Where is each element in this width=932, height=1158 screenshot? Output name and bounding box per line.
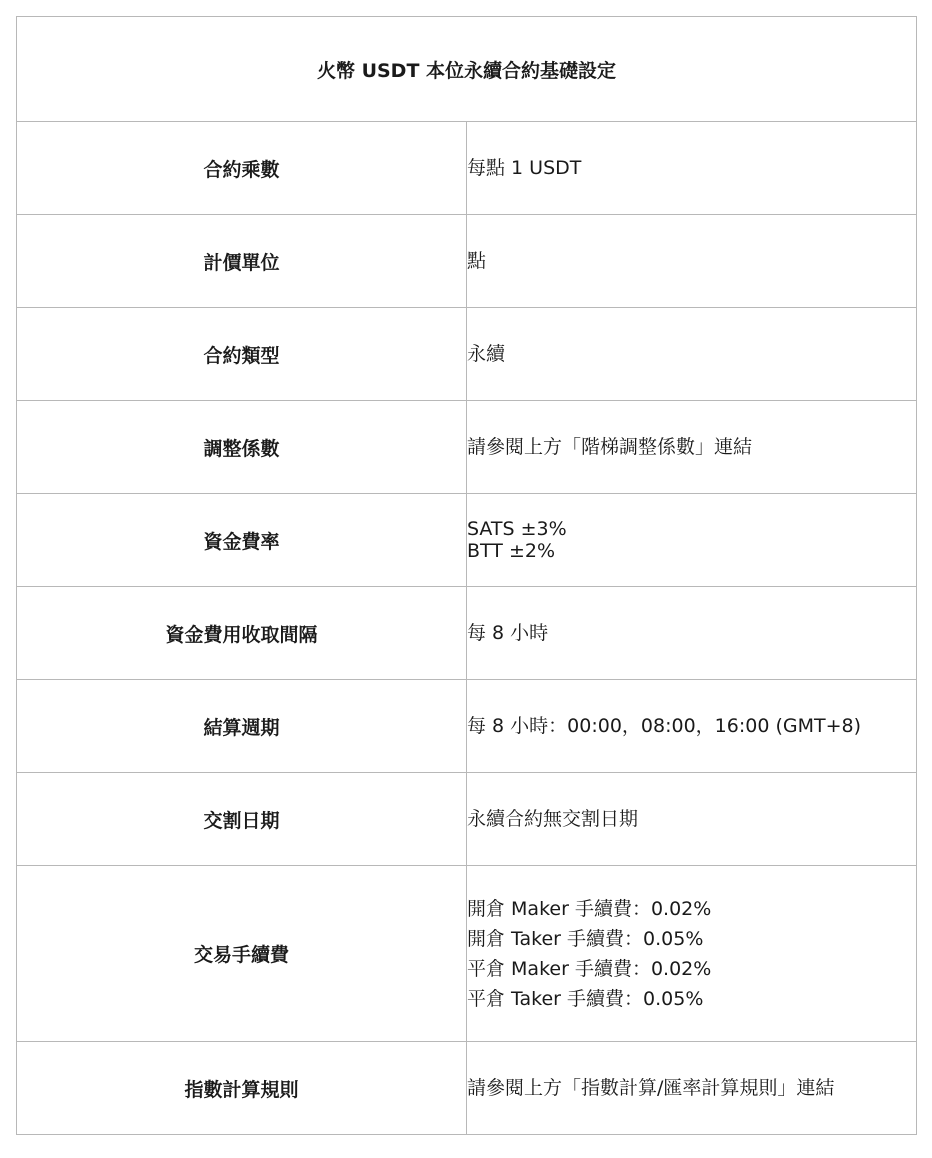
row-value-index-rule	[467, 1042, 917, 1135]
row-label-funding-interval: 資金費用收取間隔	[17, 587, 467, 680]
value-line: 請參閱上方「指數計算/匯率計算規則」連結	[467, 1077, 835, 1099]
value-line: 每點 1 USDT	[467, 157, 582, 179]
value-line: BTT ±2%	[467, 540, 556, 562]
table-row	[17, 680, 917, 773]
row-value-funding-interval	[467, 587, 917, 680]
row-value-trading-fee	[467, 866, 917, 1042]
row-label-quote-unit: 計價單位	[17, 215, 467, 308]
row-label-trading-fee: 交易手續費	[17, 866, 467, 1042]
value-line: 平倉 Taker 手續費：0.05%	[467, 987, 704, 1010]
row-label-funding-rate: 資金費率	[17, 494, 467, 587]
row-value-funding-rate	[467, 494, 917, 587]
row-value-adjustment-factor	[467, 401, 917, 494]
value-line: 永續	[467, 343, 506, 365]
value-line: 請參閱上方「階梯調整係數」連結	[467, 436, 753, 458]
row-label-contract-multiplier: 合約乘數	[17, 122, 467, 215]
row-label-delivery-date: 交割日期	[17, 773, 467, 866]
value-line: 永續合約無交割日期	[467, 808, 639, 830]
row-value-contract-type	[467, 308, 917, 401]
value-line: SATS ±3%	[467, 518, 567, 540]
table-row	[17, 401, 917, 494]
row-value-quote-unit	[467, 215, 917, 308]
table-row	[17, 1042, 917, 1135]
row-value-settlement-cycle	[467, 680, 917, 773]
value-line: 開倉 Taker 手續費：0.05%	[467, 927, 704, 950]
table-row	[17, 866, 917, 1042]
row-label-adjustment-factor: 調整係數	[17, 401, 467, 494]
row-label-contract-type: 合約類型	[17, 308, 467, 401]
value-line: 開倉 Maker 手續費：0.02%	[467, 897, 712, 920]
table-row	[17, 122, 917, 215]
contract-settings-table	[16, 16, 917, 1135]
table-row	[17, 215, 917, 308]
value-line: 每 8 小時	[467, 622, 549, 644]
table-row	[17, 773, 917, 866]
table-title: 火幣 USDT 本位永續合約基礎設定	[17, 17, 917, 122]
table-title-row	[17, 17, 917, 122]
row-label-settlement-cycle: 結算週期	[17, 680, 467, 773]
row-value-contract-multiplier	[467, 122, 917, 215]
value-line: 點	[467, 250, 487, 272]
table-row	[17, 494, 917, 587]
row-value-delivery-date	[467, 773, 917, 866]
value-line: 每 8 小時：00:00，08:00，16:00 (GMT+8)	[467, 715, 862, 737]
table-row	[17, 308, 917, 401]
table-row	[17, 587, 917, 680]
value-line: 平倉 Maker 手續費：0.02%	[467, 957, 712, 980]
row-label-index-rule: 指數計算規則	[17, 1042, 467, 1135]
